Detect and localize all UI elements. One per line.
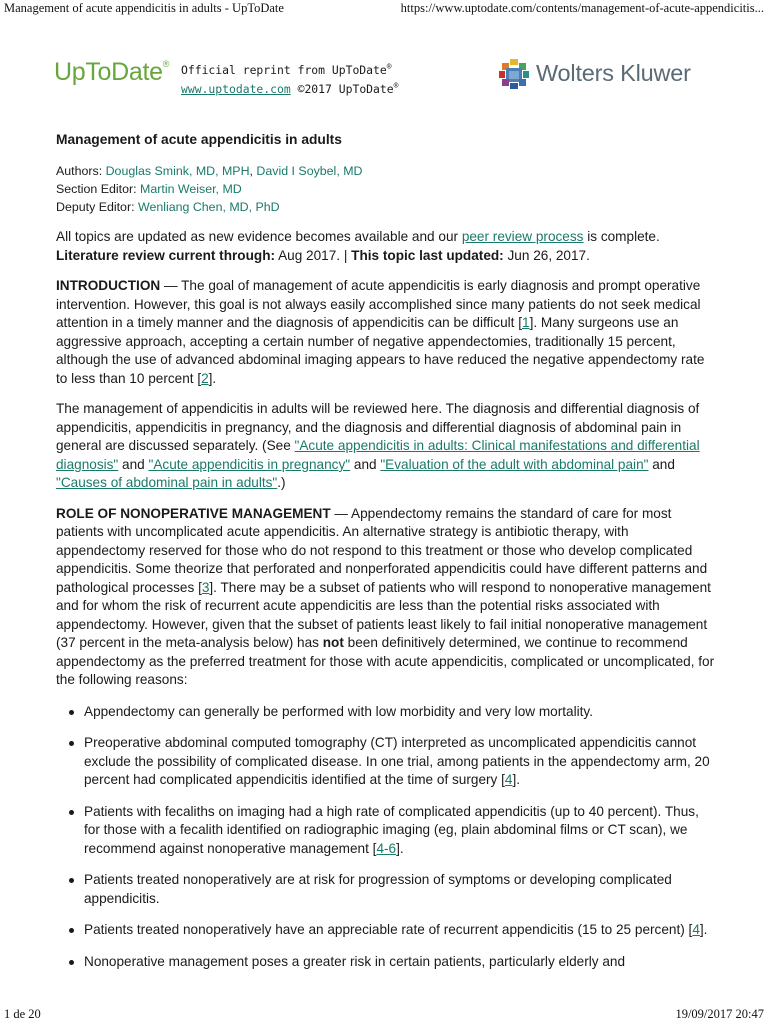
list-item <box>56 953 716 972</box>
intro-text-3: ]. <box>208 370 217 386</box>
list-item-text: Appendectomy can generally be performed with low morbidity and very low mortality. <box>84 703 593 719</box>
nonoperative-heading: ROLE OF NONOPERATIVE MANAGEMENT <box>56 505 331 521</box>
nonop-text-1: — Appendectomy remains the standard of care for most patients with uncomplicated acute appendicitis. An alternative strategy is antibiotic therapy, with appendectomy reserved for those who do not respond to this treatment or those who develop complicated appendicitis. Some theorize that perforated and nonperforated appendicitis could have different patterns and pathological processes [ <box>56 505 708 595</box>
wolters-kluwer-mosaic-icon <box>498 58 530 90</box>
topic-link-causes-abdominal-pain[interactable]: "Causes of abdominal pain in adults" <box>56 475 278 491</box>
scope-and-2: and <box>350 456 381 472</box>
topic-link-pregnancy[interactable]: "Acute appendicitis in pregnancy" <box>148 456 351 472</box>
list-item <box>56 803 716 859</box>
reference-link-3[interactable]: 3 <box>201 579 210 595</box>
scope-end: .) <box>277 475 286 491</box>
nonop-text-2: ]. There may be a subset of patients who will respond to nonoperative management and for whom the risk of recurrent acute appendicitis are less than the potential risks associated with appendectomy. However, given that the subset of patients least likely to fail initial nonoperative management (37 percent in the meta-analysis below) has <box>56 579 711 651</box>
list-item <box>56 921 716 940</box>
intro-text-1: — The goal of management of acute appendicitis is early diagnosis and prompt operative intervention. However, this goal is not always easily accomplished since many patients do not seek medical attention in a timely manner and the diagnosis of appendicitis can be difficult [ <box>56 278 701 331</box>
topic-link-evaluation-abdominal-pain[interactable]: "Evaluation of the adult with abdominal pain" <box>380 456 649 472</box>
author-link-smink[interactable]: Douglas Smink, MD, MPH <box>105 163 250 178</box>
update-text-end: is complete. <box>587 229 660 245</box>
lit-review-label: Literature review current through: <box>56 247 276 263</box>
author-link-soybel[interactable]: David I Soybel, MD <box>256 163 363 178</box>
list-item-text-end: ]. <box>699 922 708 938</box>
reprint-copyright: ©2017 UpToDate <box>297 81 394 96</box>
deputy-editor-label: Deputy Editor: <box>56 200 135 215</box>
scope-and-3: and <box>648 456 675 472</box>
nonoperative-paragraph <box>56 505 716 690</box>
reference-link-1[interactable]: 1 <box>522 315 530 331</box>
reprint-url-link[interactable]: www.uptodate.com <box>181 81 291 96</box>
list-item <box>56 703 716 722</box>
deputy-editor-line <box>56 198 716 216</box>
print-header-title: Management of acute appendicitis in adults - UpToDate <box>4 1 284 15</box>
brand-bar <box>54 56 714 96</box>
uptodate-logo-mark: ® <box>162 58 170 69</box>
section-editor-line <box>56 180 716 198</box>
wolters-kluwer-wordmark: Wolters Kluwer <box>536 60 691 86</box>
topic-link-clinical-manifestations[interactable]: "Acute appendicitis in adults: Clinical manifestations and differential diagnosis" <box>56 438 700 472</box>
list-item-text-end: ]. <box>512 772 521 788</box>
nonop-text-3: been definitively determined, we continue to recommend appendectomy as the preferred treatment for those with acute appendicitis, complicated or uncomplicated, for the following reasons: <box>56 635 715 688</box>
update-separator: | <box>343 247 348 263</box>
reference-link-4-6[interactable]: 4-6 <box>376 840 397 856</box>
reference-link-4[interactable]: 4 <box>504 772 513 788</box>
section-editor-link[interactable]: Martin Weiser, MD <box>140 181 242 196</box>
bullet-icon <box>69 741 74 746</box>
reference-link-4b[interactable]: 4 <box>692 922 700 938</box>
scope-paragraph <box>56 400 716 493</box>
deputy-editor-link[interactable]: Wenliang Chen, MD, PhD <box>137 200 280 215</box>
last-updated-date: Jun 26, 2017. <box>507 247 590 263</box>
list-item-text: Preoperative abdominal computed tomography (CT) interpreted as uncomplicated appendicitis cannot exclude the possibility of complicated disease. In one trial, among patients in the appendectomy arm, 20 percent had complicated appendicitis identified at the time of surgery [ <box>84 735 710 788</box>
last-updated-label: This topic last updated: <box>351 247 504 263</box>
uptodate-logo-text: UpToDate <box>54 58 163 86</box>
list-item-text: Patients treated nonoperatively are at risk for progression of symptoms or developing complicated appendicitis. <box>84 872 672 906</box>
article <box>56 131 716 984</box>
bullet-icon <box>69 960 74 965</box>
print-header-url: https://www.uptodate.com/contents/management-of-acute-appendicitis... <box>400 1 764 15</box>
list-item-text: Patients treated nonoperatively have an appreciable rate of recurrent appendicitis (15 to 25 percent) [ <box>84 922 693 938</box>
bullet-icon <box>69 928 74 933</box>
update-notice <box>56 228 716 265</box>
reasons-list <box>56 703 716 972</box>
update-text: All topics are updated as new evidence becomes available and our <box>56 229 459 245</box>
list-item-text: Patients with fecaliths on imaging had a high rate of complicated appendicitis (up to 40 percent). Thus, for those with a fecalith identified on radiographic imaging (eg, plain abdominal films or CT scan), we recommend against nonoperative management [ <box>84 803 699 856</box>
section-editor-label: Section Editor: <box>56 181 137 196</box>
nonop-emphasis: not <box>322 635 344 651</box>
article-title: Management of acute appendicitis in adults <box>56 132 342 147</box>
reprint-reg-2: ® <box>393 80 399 90</box>
list-item-text-end: ]. <box>396 840 404 856</box>
reprint-line: Official reprint from UpToDate <box>181 62 387 77</box>
peer-review-link[interactable]: peer review process <box>461 229 584 245</box>
page-count: 1 de 20 <box>4 1007 41 1021</box>
reference-link-2[interactable]: 2 <box>201 370 209 386</box>
print-timestamp: 19/09/2017 20:47 <box>675 1007 764 1021</box>
bullet-icon <box>69 810 74 815</box>
author-separator: , <box>249 163 253 178</box>
introduction-heading: INTRODUCTION <box>56 278 161 294</box>
scope-text: The management of appendicitis in adults will be reviewed here. The diagnosis and differential diagnosis of appendicitis, appendicitis in pregnancy, and the diagnosis and differential diagnosis of abdominal pain in general are discussed separately. (See <box>56 401 700 454</box>
bullet-icon <box>69 710 74 715</box>
reprint-reg: ® <box>386 62 392 71</box>
reprint-notice <box>181 59 398 97</box>
scope-and-1: and <box>118 456 149 472</box>
uptodate-logo[interactable] <box>54 58 169 87</box>
authors-line <box>56 162 716 180</box>
lit-review-date: Aug 2017. <box>278 247 341 263</box>
list-item <box>56 734 716 790</box>
introduction-paragraph <box>56 277 716 388</box>
bullet-icon <box>69 878 74 883</box>
list-item-text: Nonoperative management poses a greater risk in certain patients, particularly elderly and <box>84 953 626 969</box>
intro-text-2: ]. Many surgeons use an aggressive approach, accepting a certain number of negative appendectomies, traditionally 15 percent, although the use of advanced abdominal imaging appears to have reduced the negative appendectomy rate to less than 10 percent [ <box>56 315 705 386</box>
list-item <box>56 871 716 908</box>
authors-label: Authors: <box>56 163 103 178</box>
